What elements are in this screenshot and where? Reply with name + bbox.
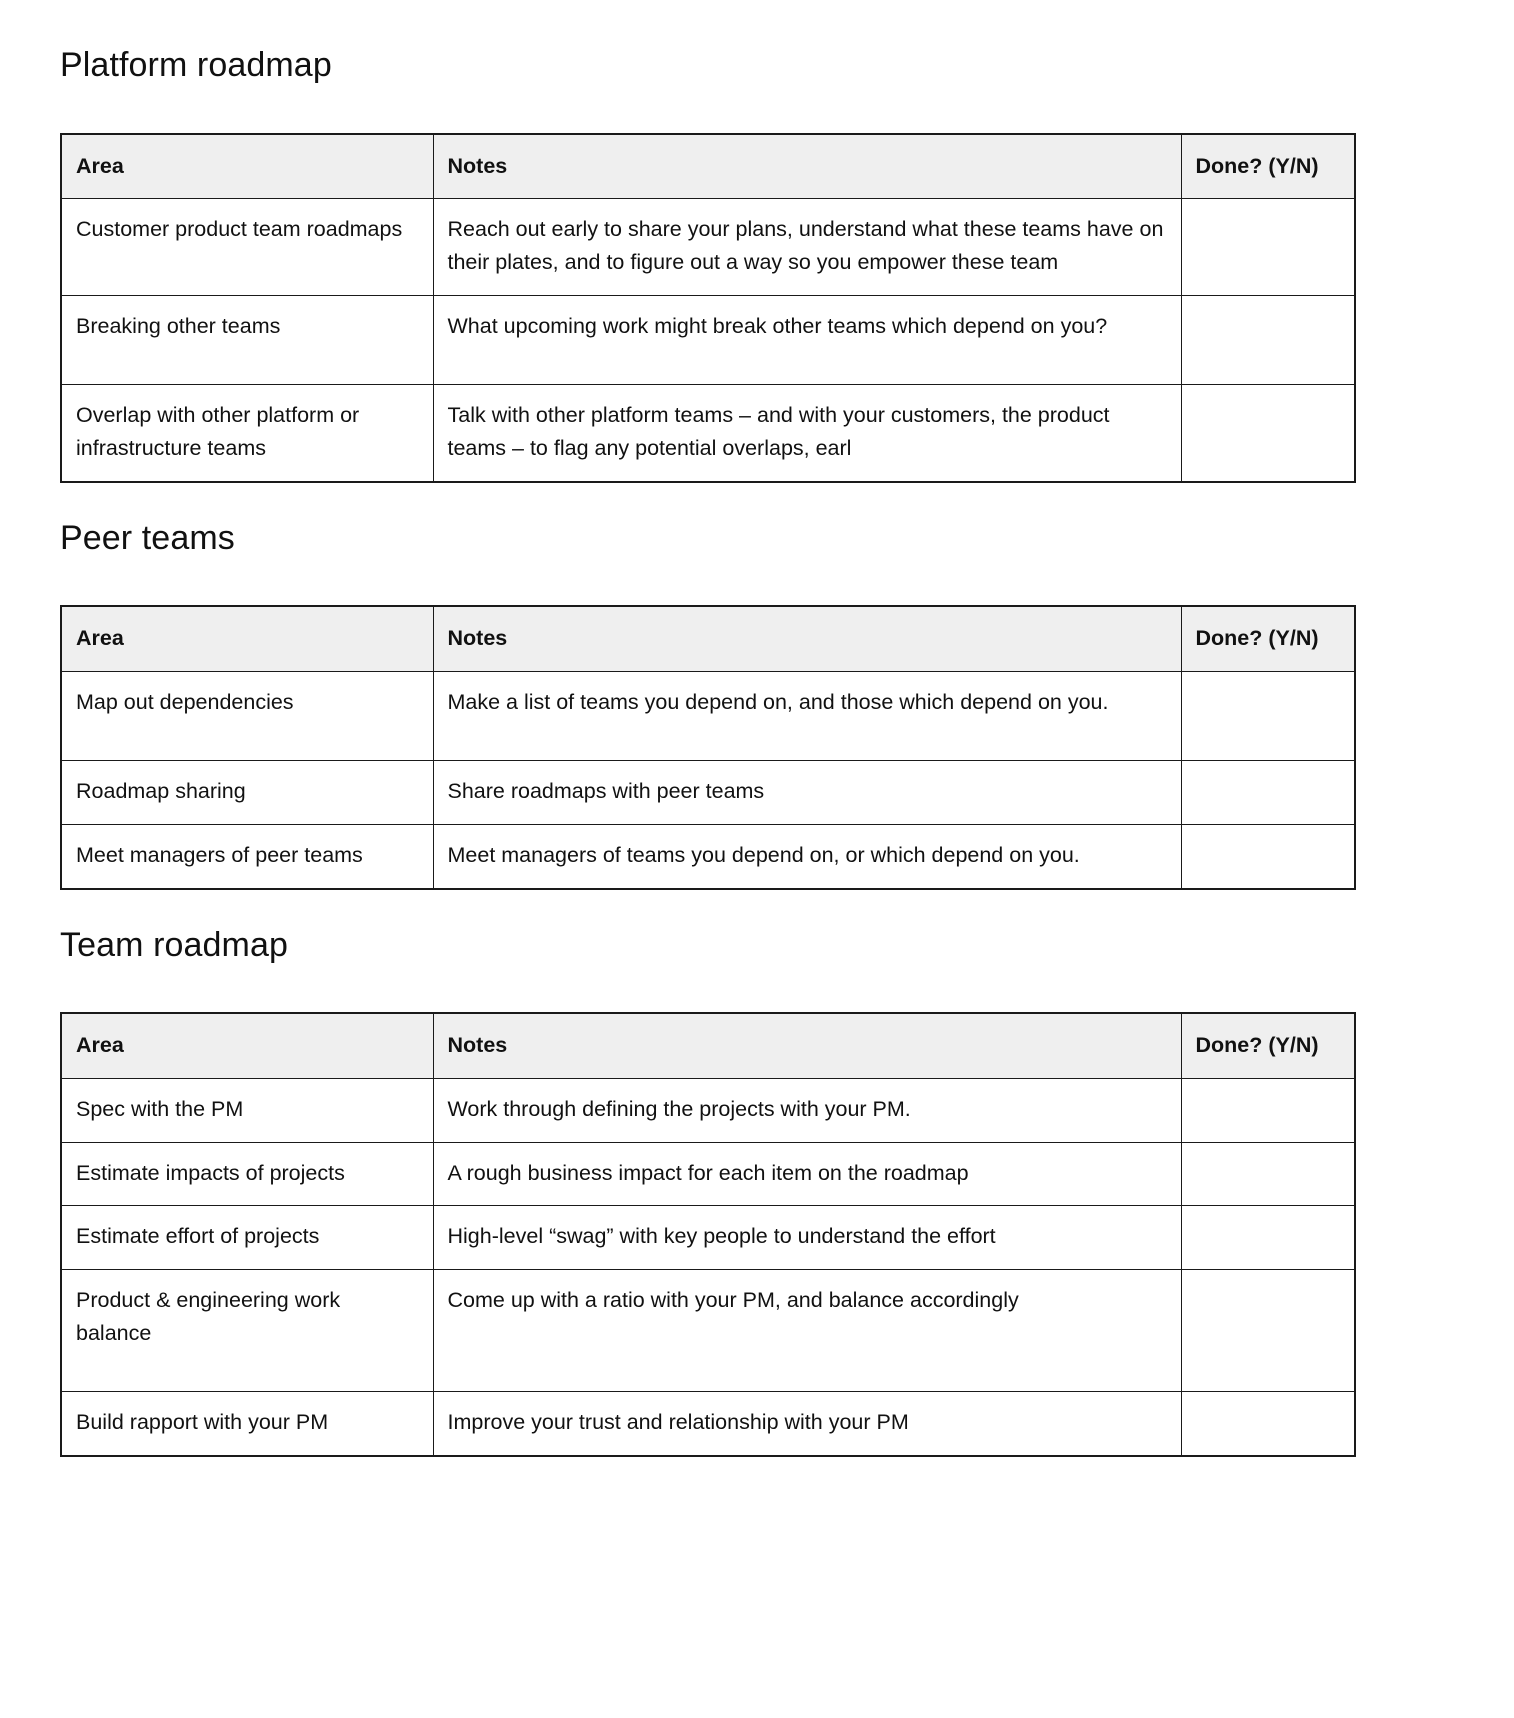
cell-done[interactable]	[1181, 385, 1355, 482]
column-header-notes: Notes	[433, 606, 1181, 671]
cell-done[interactable]	[1181, 1206, 1355, 1270]
cell-area: Breaking other teams	[61, 295, 433, 385]
cell-notes: Come up with a ratio with your PM, and balance accordingly	[433, 1269, 1181, 1391]
section-platform-roadmap	[60, 44, 1454, 517]
cell-notes: High-level “swag” with key people to understand the effort	[433, 1206, 1181, 1270]
table-row	[61, 671, 1355, 761]
table-row	[61, 1269, 1355, 1391]
cell-notes: Talk with other platform teams – and with your customers, the product teams – to flag any potential overlaps, earl	[433, 385, 1181, 482]
cell-done[interactable]	[1181, 1142, 1355, 1206]
table-spacer	[60, 483, 1454, 517]
cell-area: Meet managers of peer teams	[61, 825, 433, 889]
table-row	[61, 1392, 1355, 1456]
table-row	[61, 1206, 1355, 1270]
column-header-done: Done? (Y/N)	[1181, 134, 1355, 199]
table-spacer	[60, 890, 1454, 924]
table-header-row	[61, 1013, 1355, 1078]
heading-spacer	[60, 966, 1454, 1012]
cell-area: Map out dependencies	[61, 671, 433, 761]
heading-spacer	[60, 87, 1454, 133]
table-header-row	[61, 134, 1355, 199]
column-header-done: Done? (Y/N)	[1181, 606, 1355, 671]
cell-notes: A rough business impact for each item on the roadmap	[433, 1142, 1181, 1206]
table-header-row	[61, 606, 1355, 671]
cell-area: Overlap with other platform or infrastructure teams	[61, 385, 433, 482]
roadmap-table-team-roadmap	[60, 1012, 1356, 1457]
cell-done[interactable]	[1181, 1078, 1355, 1142]
roadmap-table-peer-teams	[60, 605, 1356, 890]
cell-area: Roadmap sharing	[61, 761, 433, 825]
cell-notes: Reach out early to share your plans, understand what these teams have on their plates, and to figure out a way so you empower these team	[433, 199, 1181, 295]
cell-done[interactable]	[1181, 671, 1355, 761]
cell-area: Spec with the PM	[61, 1078, 433, 1142]
section-team-roadmap	[60, 924, 1454, 1457]
cell-done[interactable]	[1181, 761, 1355, 825]
cell-notes: Work through defining the projects with your PM.	[433, 1078, 1181, 1142]
cell-notes: Meet managers of teams you depend on, or which depend on you.	[433, 825, 1181, 889]
column-header-notes: Notes	[433, 134, 1181, 199]
table-row	[61, 1142, 1355, 1206]
cell-done[interactable]	[1181, 1269, 1355, 1391]
cell-area: Estimate impacts of projects	[61, 1142, 433, 1206]
column-header-area: Area	[61, 134, 433, 199]
cell-notes: Share roadmaps with peer teams	[433, 761, 1181, 825]
section-peer-teams	[60, 517, 1454, 924]
column-header-notes: Notes	[433, 1013, 1181, 1078]
cell-done[interactable]	[1181, 295, 1355, 385]
table-row	[61, 825, 1355, 889]
section-heading: Peer teams	[60, 518, 235, 557]
cell-notes: Make a list of teams you depend on, and those which depend on you.	[433, 671, 1181, 761]
table-row	[61, 385, 1355, 482]
cell-area: Build rapport with your PM	[61, 1392, 433, 1456]
cell-area: Product & engineering work balance	[61, 1269, 433, 1391]
column-header-area: Area	[61, 1013, 433, 1078]
cell-done[interactable]	[1181, 199, 1355, 295]
cell-done[interactable]	[1181, 825, 1355, 889]
cell-notes: What upcoming work might break other teams which depend on you?	[433, 295, 1181, 385]
cell-notes: Improve your trust and relationship with your PM	[433, 1392, 1181, 1456]
table-row	[61, 199, 1355, 295]
column-header-area: Area	[61, 606, 433, 671]
table-row	[61, 761, 1355, 825]
column-header-done: Done? (Y/N)	[1181, 1013, 1355, 1078]
table-row	[61, 295, 1355, 385]
cell-area: Customer product team roadmaps	[61, 199, 433, 295]
section-heading: Team roadmap	[60, 925, 288, 964]
section-heading: Platform roadmap	[60, 46, 332, 84]
table-row	[61, 1078, 1355, 1142]
cell-area: Estimate effort of projects	[61, 1206, 433, 1270]
heading-spacer	[60, 559, 1454, 605]
roadmap-table-platform	[60, 133, 1356, 483]
cell-done[interactable]	[1181, 1392, 1355, 1456]
